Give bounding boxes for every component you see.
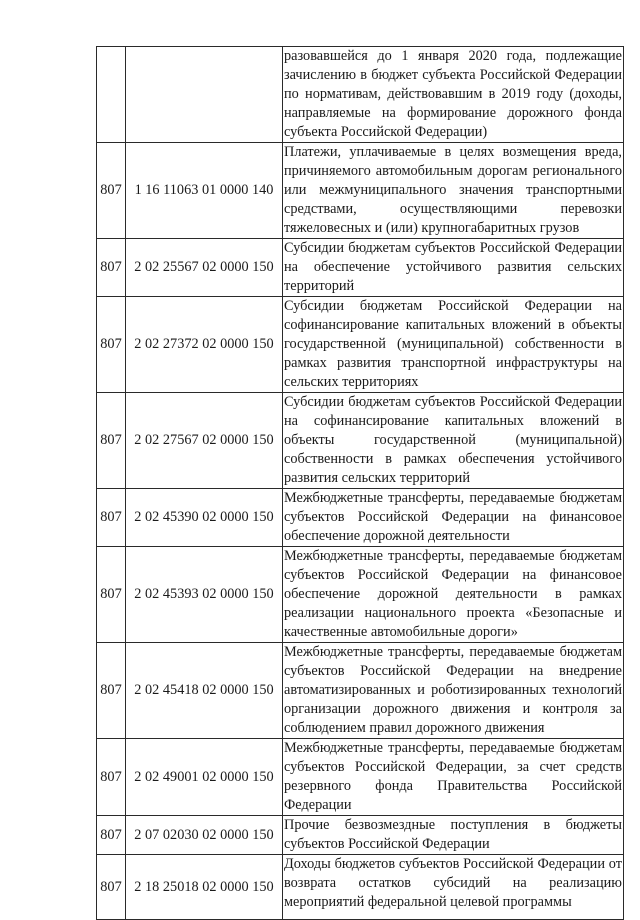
revenue-name-cell: Межбюджетные трансферты, передаваемые бюджетам субъектов Российской Федерации, за счет средств резервного фонда Правительства Российской Федерации bbox=[283, 739, 624, 816]
table-row bbox=[97, 739, 624, 816]
revenue-name-cell: Субсидии бюджетам субъектов Российской Федерации на обеспечение устойчивого развития сельских территорий bbox=[283, 239, 624, 297]
revenue-name-cell: Прочие безвозмездные поступления в бюджеты субъектов Российской Федерации bbox=[283, 816, 624, 855]
budget-classification-code-cell: 1 16 11063 01 0000 140 bbox=[126, 143, 283, 239]
budget-classification-code-cell: 2 02 45418 02 0000 150 bbox=[126, 643, 283, 739]
document-page bbox=[96, 46, 622, 920]
revenue-name-cell: Платежи, уплачиваемые в целях возмещения вреда, причиняемого автомобильным дорогам регионального или межмуниципального значения транспортными средствами, осуществляющими перевозки тяжеловесных и (или) крупногабаритных грузов bbox=[283, 143, 624, 239]
admin-code-cell: 807 bbox=[97, 489, 126, 547]
table-row bbox=[97, 489, 624, 547]
revenue-name-cell bbox=[283, 855, 624, 920]
revenue-name-cell: Субсидии бюджетам субъектов Российской Федерации на софинансирование капитальных вложений в объекты государственной (муниципальной) собственности в рамках обеспечения устойчивого развития сельских территорий bbox=[283, 393, 624, 489]
table-row bbox=[97, 393, 624, 489]
admin-code-cell bbox=[97, 47, 126, 143]
budget-classification-code-cell: 2 07 02030 02 0000 150 bbox=[126, 816, 283, 855]
admin-code-cell: 807 bbox=[97, 855, 126, 920]
admin-code-cell: 807 bbox=[97, 393, 126, 489]
table-row bbox=[97, 239, 624, 297]
admin-code-cell: 807 bbox=[97, 816, 126, 855]
budget-classification-code-cell: 2 02 27372 02 0000 150 bbox=[126, 297, 283, 393]
admin-code-cell: 807 bbox=[97, 239, 126, 297]
table-row bbox=[97, 547, 624, 643]
budget-classification-code-cell: 2 02 25567 02 0000 150 bbox=[126, 239, 283, 297]
budget-classification-code-cell: 2 02 27567 02 0000 150 bbox=[126, 393, 283, 489]
revenue-codes-table bbox=[96, 46, 624, 920]
admin-code-cell: 807 bbox=[97, 297, 126, 393]
budget-classification-code-cell: 2 02 49001 02 0000 150 bbox=[126, 739, 283, 816]
table-row bbox=[97, 143, 624, 239]
admin-code-cell: 807 bbox=[97, 739, 126, 816]
revenue-name-cell: разовавшейся до 1 января 2020 года, подлежащие зачислению в бюджет субъекта Российской Федерации по нормативам, действовавшим в 2019 году (доходы, направляемые на формирование дорожного фонда субъекта Российской Федерации) bbox=[283, 47, 624, 143]
revenue-name-cell: Межбюджетные трансферты, передаваемые бюджетам субъектов Российской Федерации на финансовое обеспечение дорожной деятельности в рамках реализации национального проекта «Безопасные и качественные автомобильные дороги» bbox=[283, 547, 624, 643]
budget-classification-code-cell: 2 02 45390 02 0000 150 bbox=[126, 489, 283, 547]
revenue-name-cell: Межбюджетные трансферты, передаваемые бюджетам субъектов Российской Федерации на внедрение автоматизированных и роботизированных технологий организации дорожного движения и контроля за соблюдением правил дорожного движения bbox=[283, 643, 624, 739]
table-row bbox=[97, 297, 624, 393]
admin-code-cell: 807 bbox=[97, 643, 126, 739]
admin-code-cell: 807 bbox=[97, 547, 126, 643]
revenue-name-cell: Межбюджетные трансферты, передаваемые бюджетам субъектов Российской Федерации на финансовое обеспечение дорожной деятельности bbox=[283, 489, 624, 547]
table-row bbox=[97, 643, 624, 739]
table-row bbox=[97, 855, 624, 920]
budget-classification-code-cell bbox=[126, 47, 283, 143]
budget-classification-code-cell: 2 18 25018 02 0000 150 bbox=[126, 855, 283, 920]
revenue-name-cell: Субсидии бюджетам Российской Федерации на софинансирование капитальных вложений в объекты государственной (муниципальной) собственности в рамках развития транспортной инфраструктуры на сельских территориях bbox=[283, 297, 624, 393]
budget-classification-code-cell: 2 02 45393 02 0000 150 bbox=[126, 547, 283, 643]
admin-code-cell: 807 bbox=[97, 143, 126, 239]
table-row bbox=[97, 47, 624, 143]
revenue-name-text: Доходы бюджетов субъектов Российской Федерации от возврата остатков субсидий на реализацию мероприятий федеральной целевой программы bbox=[284, 856, 622, 910]
table-row bbox=[97, 816, 624, 855]
